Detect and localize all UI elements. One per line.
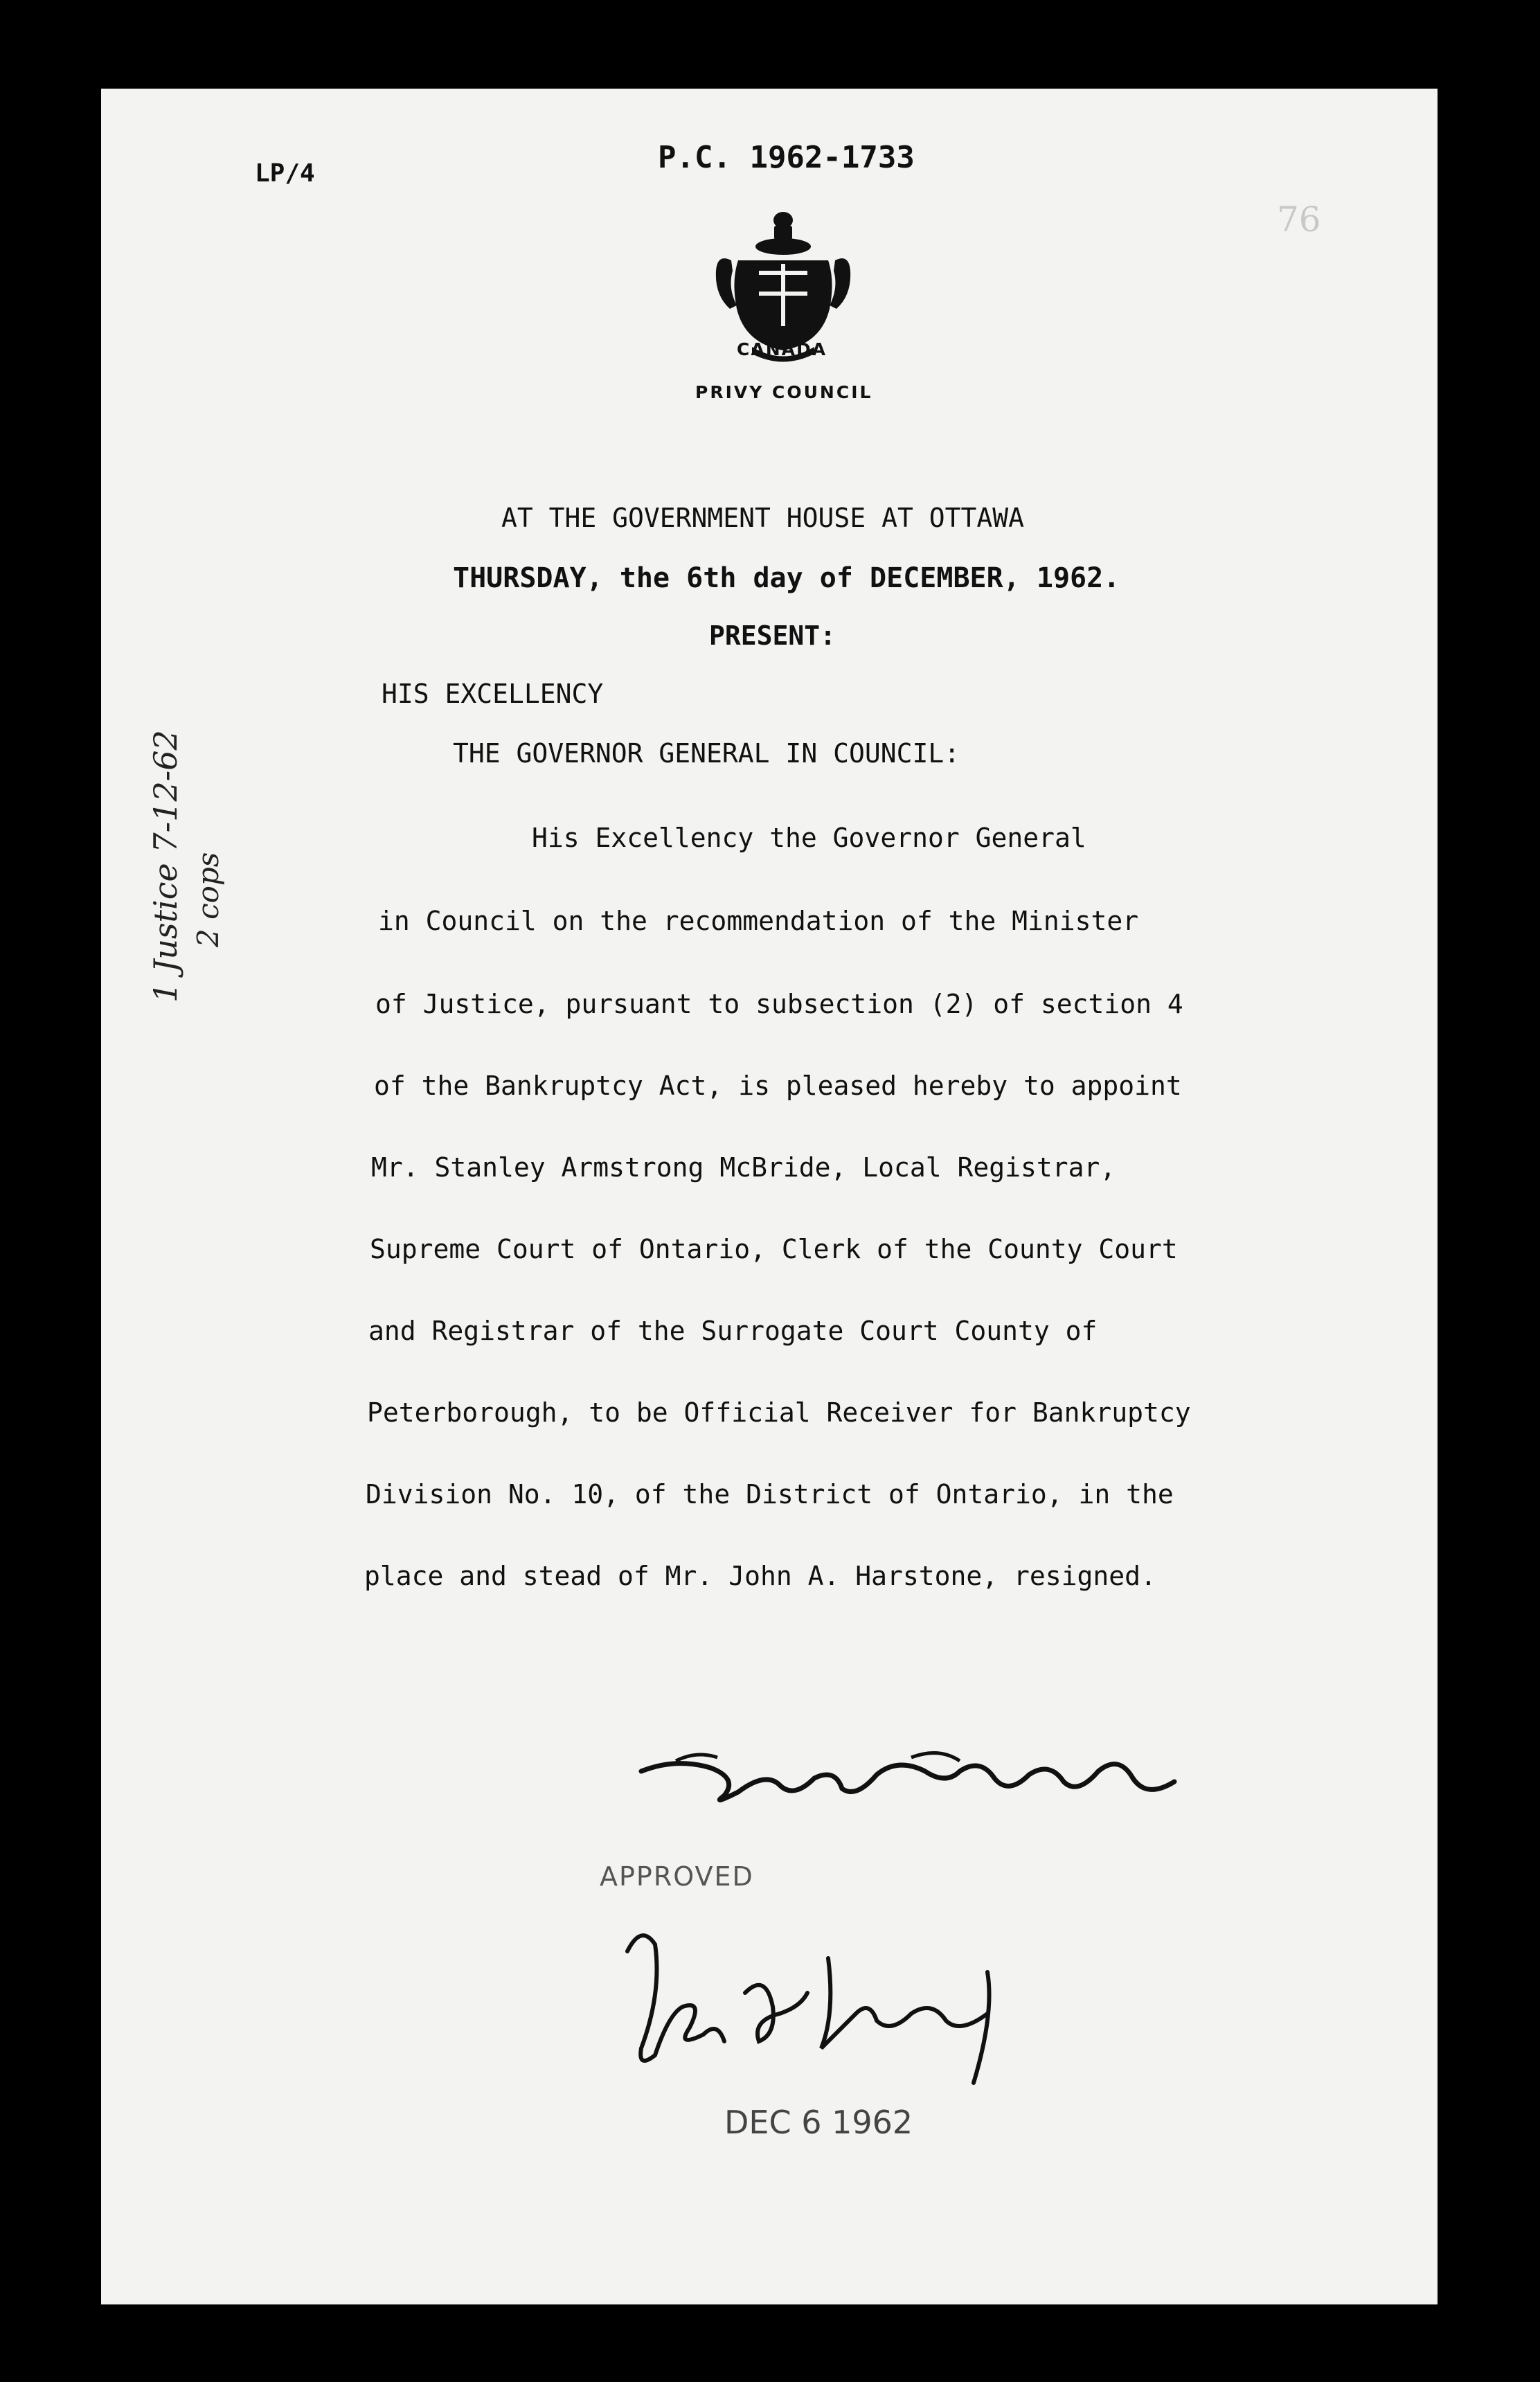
governor-council-line: THE GOVERNOR GENERAL IN COUNCIL:: [453, 738, 960, 769]
margin-annotation-copies: 2 cops: [191, 852, 225, 947]
body-line: His Excellency the Governor General: [532, 823, 1086, 853]
page-number: 76: [1277, 199, 1321, 240]
present-line: PRESENT:: [709, 620, 836, 651]
body-line: Supreme Court of Ontario, Clerk of the County Court: [370, 1234, 1178, 1264]
his-excellency-line: HIS EXCELLENCY: [382, 679, 604, 709]
governor-general-signature: [600, 1910, 1029, 2090]
body-line: Peterborough, to be Official Receiver for Bankruptcy: [367, 1397, 1191, 1428]
approved-label: APPROVED: [600, 1861, 754, 1892]
body-line: place and stead of Mr. John A. Harstone, resigned.: [364, 1561, 1156, 1591]
country-label: CANADA: [737, 339, 827, 359]
file-reference: LP/4: [255, 159, 315, 188]
body-line: and Registrar of the Surrogate Court County of: [368, 1316, 1098, 1346]
document-page: [101, 89, 1438, 2304]
privy-council-label: PRIVY COUNCIL: [695, 382, 873, 402]
body-line: in Council on the recommendation of the Minister: [378, 906, 1139, 936]
date-line: THURSDAY, the 6th day of DECEMBER, 1962.: [453, 562, 1120, 594]
date-stamp: DEC 6 1962: [724, 2104, 913, 2141]
body-line: of the Bankruptcy Act, is pleased hereby to appoint: [374, 1071, 1182, 1101]
body-line: of Justice, pursuant to subsection (2) of section 4: [375, 989, 1183, 1019]
body-line: Division No. 10, of the District of Ontario, in the: [366, 1479, 1174, 1510]
order-number: P.C. 1962-1733: [658, 140, 915, 175]
margin-annotation: 1 Justice 7-12-62: [147, 730, 184, 1003]
place-line: AT THE GOVERNMENT HOUSE AT OTTAWA: [501, 503, 1024, 533]
body-line: Mr. Stanley Armstrong McBride, Local Registrar,: [371, 1152, 1116, 1183]
minister-signature: [634, 1730, 1188, 1820]
